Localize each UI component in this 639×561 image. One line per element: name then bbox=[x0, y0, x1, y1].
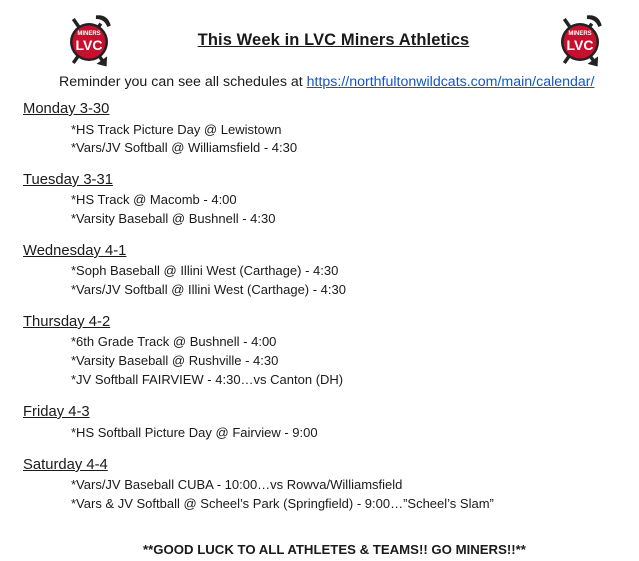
reminder-text: Reminder you can see all schedules at bbox=[59, 74, 307, 90]
day-heading-wednesday: Wednesday 4-1 bbox=[23, 243, 127, 259]
logo-text-main: LVC bbox=[566, 37, 594, 53]
event-item: *Vars & JV Softball @ Scheel’s Park (Springfield) - 9:00…”Scheel’s Slam” bbox=[71, 496, 494, 511]
day-heading-tuesday: Tuesday 3-31 bbox=[23, 172, 113, 188]
event-item: *HS Track @ Macomb - 4:00 bbox=[71, 192, 237, 207]
event-item: *6th Grade Track @ Bushnell - 4:00 bbox=[71, 334, 277, 349]
day-heading-saturday: Saturday 4-4 bbox=[23, 457, 108, 473]
logo-text-top: MINERS bbox=[77, 31, 101, 37]
day-heading-friday: Friday 4-3 bbox=[23, 404, 90, 420]
event-item: *Soph Baseball @ Illini West (Carthage) - 4:30 bbox=[71, 263, 339, 278]
event-item: *Varsity Baseball @ Rushville - 4:30 bbox=[71, 353, 279, 368]
event-item: *Vars/JV Baseball CUBA - 10:00…vs Rowva/Williamsfield bbox=[71, 477, 403, 492]
schedule-reminder bbox=[59, 74, 594, 90]
calendar-link[interactable]: https://northfultonwildcats.com/main/calendar/ bbox=[306, 74, 595, 90]
day-heading-monday: Monday 3-30 bbox=[23, 101, 110, 117]
logo-text-top: MINERS bbox=[568, 31, 592, 37]
page-title: This Week in LVC Miners Athletics bbox=[197, 31, 470, 49]
event-item: *Vars/JV Softball @ Illini West (Carthage) - 4:30 bbox=[71, 282, 346, 297]
event-item: *HS Softball Picture Day @ Fairview - 9:00 bbox=[71, 425, 318, 440]
good-luck-message: **GOOD LUCK TO ALL ATHLETES & TEAMS!! GO MINERS!!** bbox=[143, 542, 526, 557]
event-item: *HS Track Picture Day @ Lewistown bbox=[71, 122, 282, 137]
event-item: *Varsity Baseball @ Bushnell - 4:30 bbox=[71, 211, 276, 226]
event-item: *Vars/JV Softball @ Williamsfield - 4:30 bbox=[71, 140, 298, 155]
logo-text-main: LVC bbox=[75, 37, 103, 53]
event-item: *JV Softball FAIRVIEW - 4:30…vs Canton (DH) bbox=[71, 372, 344, 387]
day-heading-thursday: Thursday 4-2 bbox=[23, 314, 111, 330]
